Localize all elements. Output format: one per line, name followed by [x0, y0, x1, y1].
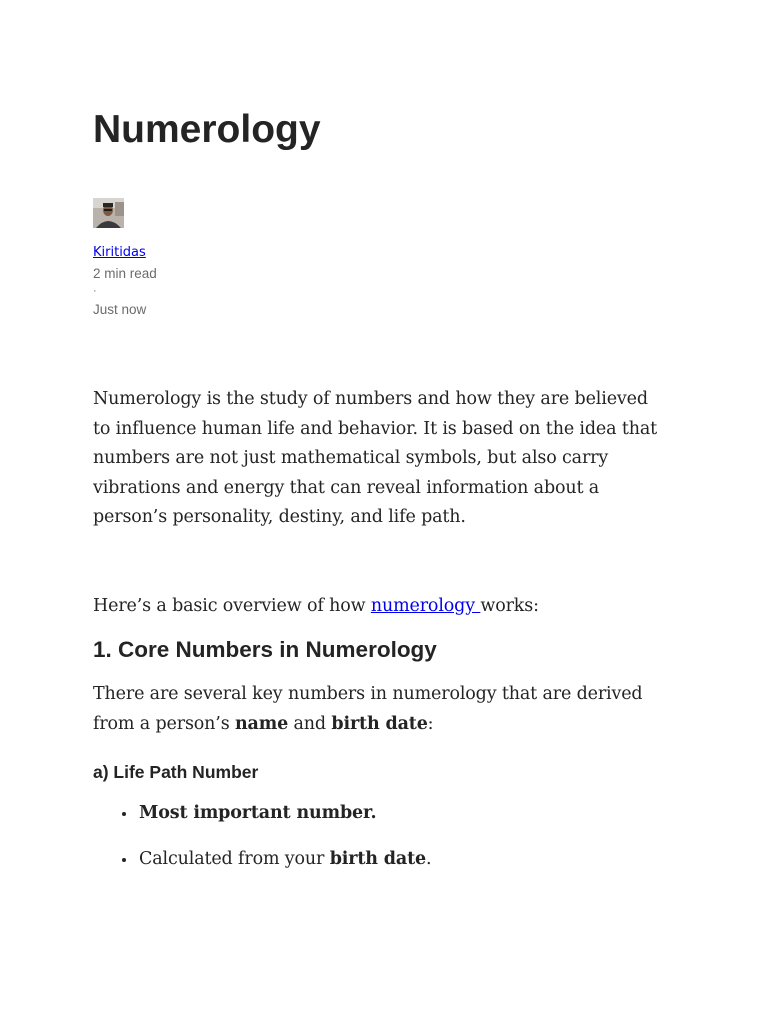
life-path-list: [93, 798, 668, 890]
section-heading: 1. Core Numbers in Numerology: [93, 637, 437, 662]
meta-separator: ·: [93, 285, 97, 297]
bullet-calc-before: Calculated from your: [139, 849, 330, 869]
core-text-name: name: [234, 713, 289, 734]
core-text-after: :: [427, 713, 434, 734]
author-avatar[interactable]: [93, 198, 124, 228]
read-time: 2 min read: [93, 266, 157, 281]
core-text-birth-date: birth date: [331, 713, 428, 734]
overview-paragraph: [93, 592, 668, 622]
author-link[interactable]: Kiritidas: [93, 245, 146, 260]
subheading-life-path: a) Life Path Number: [93, 762, 259, 782]
numerology-link[interactable]: numerology: [370, 596, 481, 616]
core-text-before: There are several key numbers in numerology that are derived from a person’s: [93, 684, 643, 734]
intro-paragraph: Numerology is the study of numbers and how they are believed to influence human life and behavior. It is based on the idea that numbers are not just mathematical symbols, but also carry vibrations and energy that can reveal information about a person’s personality, destiny, and life path.: [93, 389, 658, 527]
bullet-calc-bold: birth date: [329, 849, 426, 869]
bullet-important: Most important number.: [139, 803, 377, 823]
core-text-mid: and: [288, 713, 332, 734]
list-item: [139, 844, 668, 874]
article-title: Numerology: [93, 108, 321, 151]
overview-text-before: Here’s a basic overview of how: [93, 596, 371, 616]
publish-time: Just now: [93, 302, 147, 317]
list-item: [139, 798, 668, 828]
core-numbers-paragraph: [93, 680, 668, 739]
overview-text-after: works:: [480, 596, 539, 616]
bullet-calc-after: .: [425, 849, 432, 869]
